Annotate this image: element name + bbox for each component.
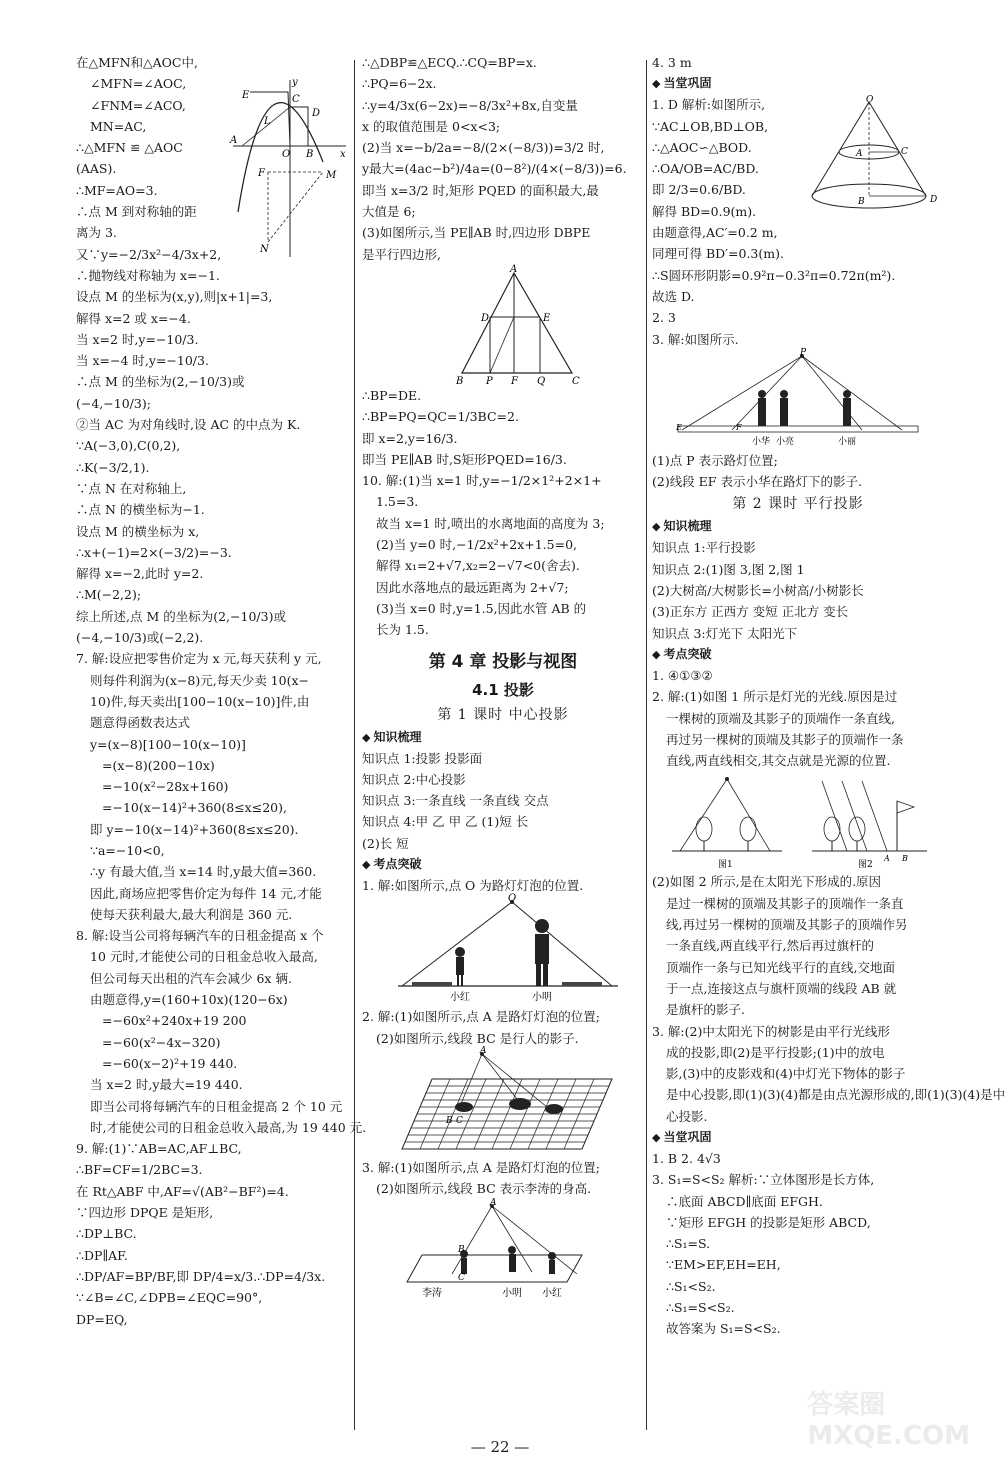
svg-text:Q: Q xyxy=(537,375,546,387)
c1-line-5: (AAS). xyxy=(76,161,117,177)
c1-line-6: ∴MF=AO=3. xyxy=(76,182,158,198)
c1-line-45: =−60x²+240x+19 200 xyxy=(102,1013,247,1029)
c3m-line-2: 知识点 2:(1)图 3,图 2,图 1 xyxy=(652,561,805,577)
streetlight-figure-1 xyxy=(362,893,644,1006)
c2k-line-5: (2)长 短 xyxy=(362,835,409,851)
c3b-line-18: ∵EM>EF,EH=EH, xyxy=(666,1257,781,1273)
consolidate-heading-1: ◆ 当堂巩固 xyxy=(652,73,944,94)
svg-text:小丽: 小丽 xyxy=(838,436,857,447)
c2q3-line-1: (2)如图所示,线段 BC 表示李涛的身高. xyxy=(376,1181,592,1197)
svg-text:O: O xyxy=(508,893,517,905)
c3b-line-9: 影,(3)中的皮影戏和(4)中灯光下物体的影子 xyxy=(666,1066,906,1082)
c3m-line-5: (3)正东方 正西方 变短 正北方 变长 xyxy=(652,604,849,620)
c3b-line-0: (2)如图 2 所示,是在太阳光下形成的.原因 xyxy=(652,874,882,890)
consolidate-heading-2: ◆ 当堂巩固 xyxy=(652,1127,944,1148)
column-1 xyxy=(76,52,367,1330)
c3b-line-15: ∴底面 ABCD∥底面 EFGH. xyxy=(666,1193,823,1209)
c2q2-line-0: 2. 解:(1)如图所示,点 A 是路灯灯泡的位置; xyxy=(362,1009,600,1025)
c1-line-38: ∴y 有最大值,当 x=14 时,y最大值=360. xyxy=(90,864,317,880)
c1-line-30: 10)件,每天卖出[100−10(x−10)]件,由 xyxy=(90,693,310,709)
c3m-line-3: (2)大树高/大树影长=小树高/小树影长 xyxy=(652,583,864,599)
c1-line-34: =−10(x²−28x+160) xyxy=(102,779,229,795)
c1-line-44: 由题意得,y=(160+10x)(120−6x) xyxy=(90,992,288,1008)
c3b-line-20: ∴S₁=S<S₂. xyxy=(666,1300,735,1316)
parabola-figure xyxy=(228,52,348,262)
svg-text:A: A xyxy=(490,1197,497,1208)
lesson2-title: 第 2 课时 平行投影 xyxy=(732,496,864,513)
c3m-line-10: 一棵树的顶端及其影子的顶端作一条直线, xyxy=(666,710,895,726)
svg-text:E: E xyxy=(543,312,551,324)
c1-line-23: ∴x+(−1)=2×(−3/2)=−3. xyxy=(76,544,232,560)
c3b-line-1: 是过一棵树的顶端及其影子的顶端作一条直 xyxy=(666,895,904,911)
svg-text:F: F xyxy=(258,168,265,179)
c1-line-55: ∴DP⊥BC. xyxy=(76,1226,137,1242)
c1-line-59: DP=EQ, xyxy=(76,1311,128,1327)
c1-line-19: ∴K(−3/2,1). xyxy=(76,459,150,475)
c3q3-line-1: (2)线段 EF 表示小华在路灯下的影子. xyxy=(652,474,862,490)
svg-text:D: D xyxy=(312,108,321,119)
svg-text:E: E xyxy=(242,90,250,101)
triangle-figure xyxy=(362,265,644,385)
c3m-line-1: 知识点 1:平行投影 xyxy=(652,540,756,556)
streetlight-figure-2 xyxy=(362,1197,644,1300)
c1-line-42: 10 元时,才能使公司的日租金总收入最高, xyxy=(90,949,318,965)
c1-line-8: 离为 3. xyxy=(76,225,117,241)
c1-line-24: 解得 x=−2,此时 y=2. xyxy=(76,566,204,582)
svg-text:小红: 小红 xyxy=(450,992,470,1004)
c1-line-47: =−60(x−2)²+19 440. xyxy=(102,1055,238,1071)
c1-line-33: =(x−8)(200−10x) xyxy=(102,757,215,773)
c1-line-26: 综上所述,点 M 的坐标为(2,−10/3)或 xyxy=(76,608,286,624)
c1-line-7: ∴点 M 到对称轴的距 xyxy=(76,204,197,220)
svg-text:C: C xyxy=(901,147,908,157)
svg-text:小亮: 小亮 xyxy=(776,436,795,447)
c2k-line-7: 1. 解:如图所示,点 O 为路灯灯泡的位置. xyxy=(362,878,584,894)
c1-line-49: 即当公司将每辆汽车的日租金提高 2 个 10 元 xyxy=(90,1098,343,1114)
practice-heading: ◆ 考点突破 xyxy=(362,854,644,875)
c1-line-46: =−60(x²−4x−320) xyxy=(102,1034,221,1050)
c3-line-4: ∴△AOC∽△BOD. xyxy=(652,139,752,155)
c1-line-1: ∠MFN=∠AOC, xyxy=(90,76,187,92)
c1-line-21: ∴点 N 的横坐标为−1. xyxy=(76,502,205,518)
c1-line-15: ∴点 M 的坐标为(2,−10/3)或 xyxy=(76,374,245,390)
svg-text:B: B xyxy=(902,854,908,864)
c2m-line-1: ∴BP=PQ=QC=1/3BC=2. xyxy=(362,409,519,425)
c3-line-3: ∵AC⊥OB,BD⊥OB, xyxy=(652,118,769,134)
c2k-line-4: 知识点 4:甲 乙 甲 乙 (1)短 长 xyxy=(362,814,529,830)
c3-line-5: ∴OA/OB=AC/BD. xyxy=(652,161,759,177)
svg-text:小明: 小明 xyxy=(502,1287,522,1299)
svg-text:P: P xyxy=(486,375,493,387)
c2m-line-7: (2)当 y=0 时,−1/2x²+2x+1.5=0, xyxy=(376,537,577,553)
c2m-line-4: 10. 解:(1)当 x=1 时,y=−1/2×1²+2×1+ xyxy=(362,473,602,489)
c2k-line-3: 知识点 3:一条直线 一条直线 交点 xyxy=(362,793,549,809)
c3b-line-4: 顶端作一条与已知光线平行的直线,交地面 xyxy=(666,959,895,975)
c3-line-11: ∴S圆环形阴影=0.9²π−0.3²π=0.72π(m²). xyxy=(652,267,896,283)
c1-line-50: 时,才能使公司的日租金总收入最高,为 19 440 元. xyxy=(90,1119,367,1135)
c3-line-14: 3. 解:如图所示. xyxy=(652,331,739,347)
c1-line-37: ∵a=−10<0, xyxy=(90,842,165,858)
c1-line-9: 又∵y=−2/3x²−4/3x+2, xyxy=(76,246,222,262)
c3-line-2: 1. D 解析:如图所示, xyxy=(652,97,766,113)
svg-text:B: B xyxy=(446,1115,453,1126)
c3m-line-6: 知识点 3:灯光下 太阳光下 xyxy=(652,625,798,641)
svg-text:A: A xyxy=(230,135,238,146)
c3b-line-13: 1. B 2. 4√3 xyxy=(652,1150,721,1166)
c1-line-31: 题意得函数表达式 xyxy=(90,715,191,731)
svg-text:M: M xyxy=(326,170,337,181)
c1-line-39: 因此,商场应把零售价定为每件 14 元,才能 xyxy=(90,885,322,901)
c1-line-58: ∵∠B=∠C,∠DPB=∠EQC=90°, xyxy=(76,1290,263,1306)
svg-text:A: A xyxy=(480,1045,487,1056)
c2m-line-5: 1.5=3. xyxy=(376,494,419,510)
svg-text:李涛: 李涛 xyxy=(422,1287,442,1299)
c1-line-22: 设点 M 的横坐标为 x, xyxy=(76,523,200,539)
page-number: — 22 — xyxy=(470,1438,530,1456)
c3b-line-5: 于一点,连接这点与旗杆顶端的线段 AB 就 xyxy=(666,980,897,996)
c2m-line-0: ∴BP=DE. xyxy=(362,387,422,403)
c2k-line-2: 知识点 2:中心投影 xyxy=(362,771,466,787)
c1-line-27: (−4,−10/3)或(−2,2). xyxy=(76,630,204,646)
c1-line-16: (−4,−10/3); xyxy=(76,395,151,411)
c2k-line-1: 知识点 1:投影 投影面 xyxy=(362,750,483,766)
svg-text:P: P xyxy=(800,347,807,358)
c1-line-57: ∴DP/AF=BP/BF,即 DP/4=x/3.∴DP=4/3x. xyxy=(76,1268,326,1284)
svg-text:小华: 小华 xyxy=(752,436,771,447)
svg-text:图1: 图1 xyxy=(718,860,733,871)
c2-line-11: 是平行四边形, xyxy=(362,246,441,262)
label-A: A xyxy=(510,263,518,275)
c3b-line-14: 3. S₁=S<S₂ 解析:∵立体图形是长方体, xyxy=(652,1172,875,1188)
c1-line-12: 解得 x=2 或 x=−4. xyxy=(76,310,191,326)
c1-line-20: ∵点 N 在对称轴上, xyxy=(76,480,187,496)
knowledge-heading-2: ◆ 知识梳理 xyxy=(652,516,944,537)
c1-line-35: =−10(x−14)²+360(8≤x≤20), xyxy=(102,800,287,816)
c1-line-17: ②当 AC 为对角线时,设 AC 的中点为 K. xyxy=(76,417,301,433)
column-divider-2 xyxy=(646,60,647,1430)
svg-text:B: B xyxy=(858,197,865,207)
c3-line-7: 即 2/3=0.6/BD. xyxy=(652,182,746,198)
c2m-line-3: 即当 PE∥AB 时,S矩形PQED=16/3. xyxy=(362,451,567,467)
c1-line-41: 8. 解:设当公司将每辆汽车的日租金提高 x 个 xyxy=(76,928,324,944)
c1-line-18: ∵A(−3,0),C(0,2), xyxy=(76,438,181,454)
c1-line-3: MN=AC, xyxy=(90,118,147,134)
svg-text:O: O xyxy=(866,95,874,105)
c3b-line-11: 心投影. xyxy=(666,1108,708,1124)
tree-figures xyxy=(652,771,944,871)
c3b-line-16: ∵矩形 EFGH 的投影是矩形 ABCD, xyxy=(666,1214,871,1230)
c1-line-48: 当 x=2 时,y最大=19 440. xyxy=(90,1077,243,1093)
column-2 xyxy=(362,52,644,1300)
chapter-title: 第 4 章 投影与视图 xyxy=(428,651,578,672)
c1-line-14: 当 x=−4 时,y=−10/3. xyxy=(76,353,209,369)
c1-line-32: y=(x−8)[100−10(x−10)] xyxy=(90,736,246,752)
section-title: 4.1 投影 xyxy=(472,680,534,699)
column-3 xyxy=(652,52,1005,1340)
svg-text:A: A xyxy=(884,854,890,864)
svg-text:小红: 小红 xyxy=(542,1287,562,1299)
c3m-line-12: 直线,两直线相交,其交点就是光源的位置. xyxy=(666,753,891,769)
c2-line-6: y最大=(4ac−b²)/4a=(0−8²)/(4×(−8/3))=6. xyxy=(362,161,627,177)
column-divider-1 xyxy=(354,60,355,1430)
svg-text:F: F xyxy=(736,422,742,432)
c3-line-9: 由题意得,AC′=0.2 m, xyxy=(652,225,778,241)
c3m-line-8: 1. ④①③② xyxy=(652,667,713,683)
practice-heading-2: ◆ 考点突破 xyxy=(652,644,944,665)
c3b-line-3: 一条直线,两直线平行,然后再过旗杆的 xyxy=(666,938,874,954)
c3-line-8: 解得 BD=0.9(m). xyxy=(652,203,757,219)
svg-text:A: A xyxy=(856,149,863,159)
c1-line-4: ∴△MFN ≌ △AOC xyxy=(76,140,183,156)
c2-line-4: (2)当 x=−b/2a=−8/(2×(−8/3))=3/2 时, xyxy=(362,140,605,156)
c2-line-8: 即当 x=3/2 时,矩形 PQED 的面积最大,最 xyxy=(362,182,599,198)
c3b-line-6: 是旗杆的影子. xyxy=(666,1002,745,1018)
svg-text:L: L xyxy=(264,116,271,127)
svg-text:B: B xyxy=(306,149,314,160)
svg-text:C: C xyxy=(292,94,300,105)
c3b-line-19: ∴S₁<S₂. xyxy=(666,1278,716,1294)
c3b-line-2: 线,再过另一棵树的顶端及其影子的顶端作另 xyxy=(666,917,908,933)
svg-text:F: F xyxy=(511,375,518,387)
svg-text:C: C xyxy=(572,375,580,387)
c1-line-29: 则每件利润为(x−8)元,每天少卖 10(x− xyxy=(90,672,309,688)
svg-text:B: B xyxy=(458,1244,465,1255)
c2m-line-9: 因此水落地点的最远距离为 2+√7; xyxy=(376,579,569,595)
grid-figure xyxy=(362,1045,644,1157)
c2-line-1: ∴PQ=6−2x. xyxy=(362,76,437,92)
c3b-line-17: ∴S₁=S. xyxy=(666,1236,711,1252)
c3-line-13: 2. 3 xyxy=(652,310,676,326)
c2m-line-11: 长为 1.5. xyxy=(376,622,429,638)
c1-line-54: ∵四边形 DPQE 是矩形, xyxy=(76,1205,214,1221)
c1-line-51: 9. 解:(1)∵AB=AC,AF⊥BC, xyxy=(76,1141,242,1157)
watermark-logo: 答案圈 MXQE.COM xyxy=(807,1390,970,1451)
svg-text:D: D xyxy=(930,195,938,205)
c2q2-line-1: (2)如图所示,线段 BC 是行人的影子. xyxy=(376,1030,579,1046)
svg-text:图2: 图2 xyxy=(858,860,873,871)
c1-line-28: 7. 解:设应把零售价定为 x 元,每天获利 y 元, xyxy=(76,651,322,667)
c3b-line-7: 3. 解:(2)中太阳光下的树影是由平行光线形 xyxy=(652,1023,890,1039)
c2-line-0: ∴△DBP≌△ECQ.∴CQ=BP=x. xyxy=(362,55,537,70)
c2-line-3: x 的取值范围是 0<x<3; xyxy=(362,118,501,134)
c3-line-0: 4. 3 m xyxy=(652,55,692,70)
c3-line-10: 同理可得 BD′=0.3(m). xyxy=(652,246,784,262)
c3q3-line-0: (1)点 P 表示路灯位置; xyxy=(652,452,778,468)
svg-text:N: N xyxy=(260,244,269,255)
c3m-line-9: 2. 解:(1)如图 1 所示是灯光的光线.原因是过 xyxy=(652,689,898,705)
c2-line-9: 大值是 6; xyxy=(362,204,416,220)
c2m-line-8: 解得 x₁=2+√7,x₂=2−√7<0(舍去). xyxy=(376,558,580,574)
svg-text:B: B xyxy=(456,375,464,387)
svg-text:x: x xyxy=(340,149,346,160)
streetlight-figure-3 xyxy=(652,347,944,450)
knowledge-heading: ◆ 知识梳理 xyxy=(362,727,644,748)
c1-line-53: 在 Rt△ABF 中,AF=√(AB²−BF²)=4. xyxy=(76,1183,289,1199)
svg-text:C: C xyxy=(458,1272,465,1283)
c1-line-40: 使每天获利最大,最大利润是 360 元. xyxy=(90,906,293,922)
c2-line-10: (3)如图所示,当 PE∥AB 时,四边形 DBPE xyxy=(362,225,591,241)
svg-text:C: C xyxy=(456,1115,463,1126)
c3-line-12: 故选 D. xyxy=(652,288,695,304)
c2-line-2: ∴y=4/3x(6−2x)=−8/3x²+8x,自变量 xyxy=(362,97,578,113)
c1-line-36: 即 y=−10(x−14)²+360(8≤x≤20). xyxy=(90,821,299,837)
c1-line-13: 当 x=2 时,y=−10/3. xyxy=(76,331,199,347)
c1-line-25: ∴M(−2,2); xyxy=(76,587,142,603)
c1-line-43: 但公司每天出租的汽车会减少 6x 辆. xyxy=(90,970,292,986)
c1-line-10: ∴抛物线对称轴为 x=−1. xyxy=(76,267,220,283)
c1-line-52: ∴BF=CF=1/2BC=3. xyxy=(76,1162,203,1178)
c1-line-2: ∠FNM=∠ACO, xyxy=(90,97,186,113)
c3b-line-21: 故答案为 S₁=S<S₂. xyxy=(666,1321,781,1337)
svg-text:O: O xyxy=(282,149,291,160)
c3b-line-10: 是中心投影,即(1)(3)(4)都是由点光源形成的,即(1)(3)(4)是中 xyxy=(666,1087,1005,1103)
lesson1-title: 第 1 课时 中心投影 xyxy=(437,706,569,723)
cone-figure xyxy=(794,96,944,216)
svg-text:D: D xyxy=(481,312,490,324)
c3b-line-8: 成的投影,即(2)是平行投影;(1)中的放电 xyxy=(666,1044,885,1060)
c1-line-11: 设点 M 的坐标为(x,y),则|x+1|=3, xyxy=(76,289,273,305)
svg-text:y: y xyxy=(292,77,298,88)
svg-text:小明: 小明 xyxy=(532,992,552,1004)
c3m-line-11: 再过另一棵树的顶端及其影子的顶端作一条 xyxy=(666,731,904,747)
c2m-line-10: (3)当 x=0 时,y=1.5,因此水管 AB 的 xyxy=(376,600,587,616)
svg-text:E: E xyxy=(676,422,682,432)
c2m-line-2: 即 x=2,y=16/3. xyxy=(362,430,458,446)
c1-line-56: ∴DP∥AF. xyxy=(76,1247,128,1263)
c2m-line-6: 故当 x=1 时,喷出的水离地面的高度为 3; xyxy=(376,515,605,531)
c2q3-line-0: 3. 解:(1)如图所示,点 A 是路灯灯泡的位置; xyxy=(362,1159,600,1175)
c1-line-0: 在△MFN和△AOC中, xyxy=(76,55,198,70)
